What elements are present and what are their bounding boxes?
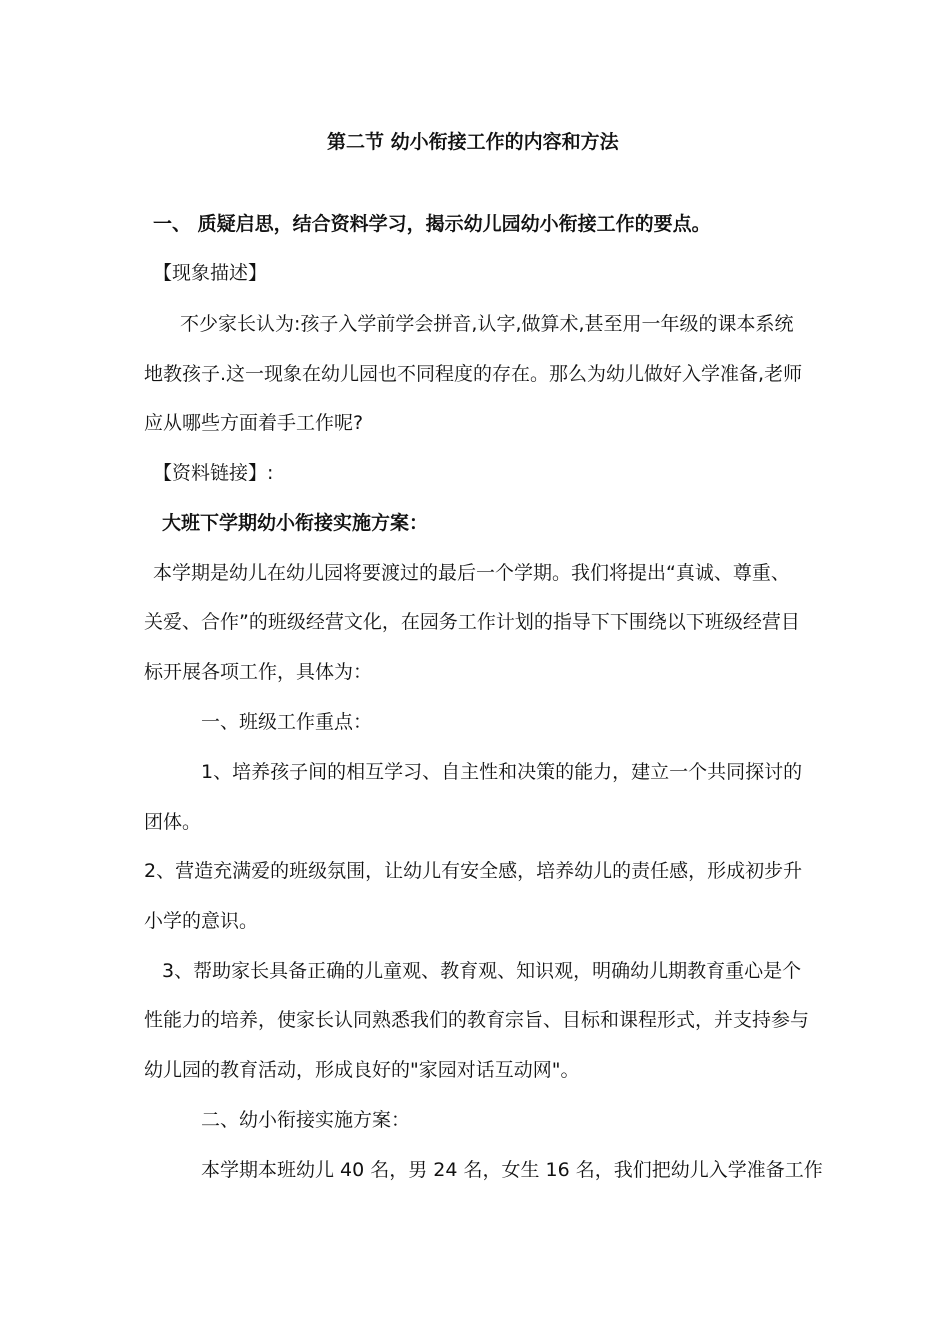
item3-line-1: 3、帮助家长具备正确的儿童观、教育观、知识观，明确幼儿期教育重心是个 (162, 960, 802, 982)
section1-heading: 一、 质疑启思，结合资料学习，揭示幼儿园幼小衔接工作的要点。 (153, 213, 711, 235)
document-title: 第二节 幼小衔接工作的内容和方法 (327, 131, 619, 153)
phenomenon-line-3: 应从哪些方面着手工作呢? (144, 412, 364, 434)
part2-line-1: 本学期本班幼儿 40 名，男 24 名，女生 16 名，我们把幼儿入学准备工作 (201, 1159, 823, 1181)
intro-line-3: 标开展各项工作，具体为： (144, 661, 373, 683)
item3-line-3: 幼儿园的教育活动，形成良好的"家园对话互动网"。 (144, 1059, 580, 1081)
phenomenon-line-1: 不少家长认为:孩子入学前学会拼音,认字,做算术,甚至用一年级的课本系统 (180, 313, 794, 335)
part2-heading: 二、幼小衔接实施方案： (201, 1109, 411, 1131)
phenomenon-label: 【现象描述】 (153, 262, 268, 284)
item1-line-1: 1、培养孩子间的相互学习、自主性和决策的能力，建立一个共同探讨的 (201, 761, 803, 783)
intro-line-2: 关爱、合作”的班级经营文化，在园务工作计划的指导下下围绕以下班级经营目 (144, 611, 800, 633)
plan-title: 大班下学期幼小衔接实施方案： (162, 512, 429, 534)
part1-heading: 一、班级工作重点： (201, 711, 373, 733)
item1-line-2: 团体。 (144, 811, 202, 833)
intro-line-1: 本学期是幼儿在幼儿园将要渡过的最后一个学期。我们将提出“真诚、尊重、 (153, 562, 790, 584)
item2-line-2: 小学的意识。 (144, 910, 259, 932)
phenomenon-line-2: 地教孩子.这一现象在幼儿园也不同程度的存在。那么为幼儿做好入学准备,老师 (144, 363, 803, 385)
item2-line-1: 2、营造充满爱的班级氛围，让幼儿有安全感，培养幼儿的责任感，形成初步升 (144, 860, 803, 882)
resource-label: 【资料链接】: (153, 462, 274, 484)
item3-line-2: 性能力的培养，使家长认同熟悉我们的教育宗旨、目标和课程形式，并支持参与 (144, 1009, 810, 1031)
